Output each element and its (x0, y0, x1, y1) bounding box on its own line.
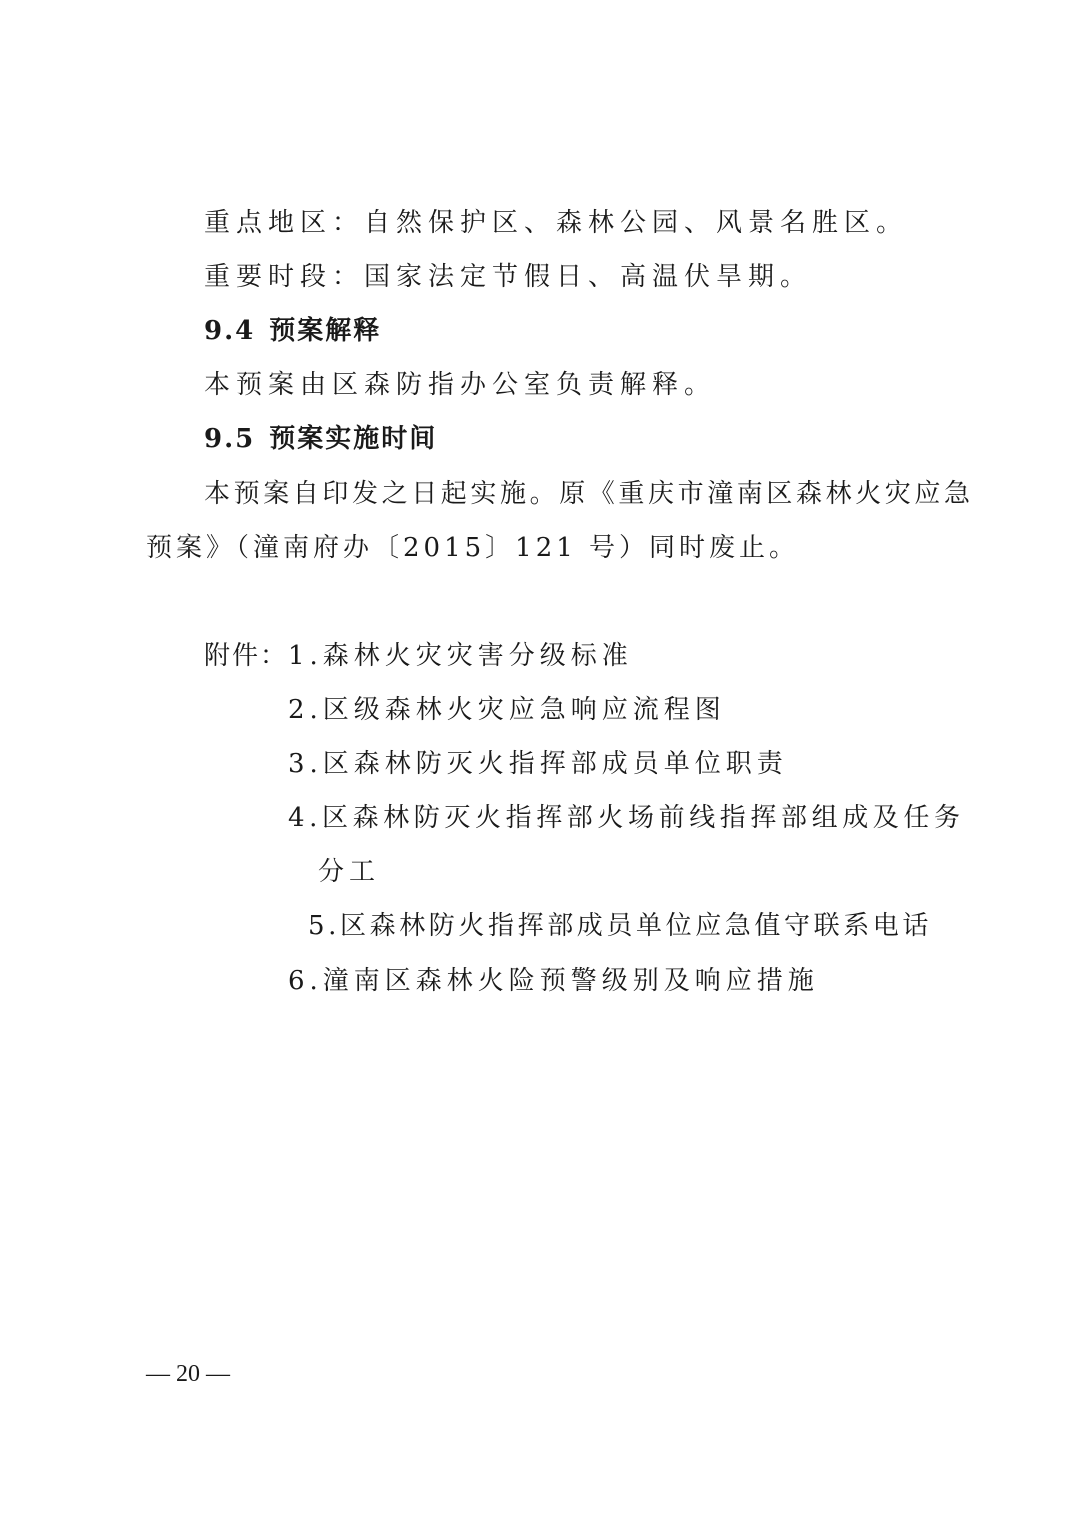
section-number: 9.5 (204, 424, 256, 454)
page-number: — 20 — (146, 1361, 230, 1387)
attachments-label: 附件： (204, 641, 289, 671)
attachment-item-5: 5.区森林防火指挥部成员单位应急值守联系电话 (308, 911, 933, 941)
attachment-item-4: 4.区森林防灭火指挥部火场前线指挥部组成及任务 (288, 803, 965, 833)
section-heading-9-5 (204, 426, 437, 452)
section-heading-9-4 (204, 318, 381, 344)
effective-paragraph-line-1: 本预案自印发之日起实施。原《重庆市潼南区森林火灾应急 (204, 479, 974, 509)
attachment-item-6: 6.潼南区森林火险预警级别及响应措施 (288, 966, 819, 996)
section-title: 预案解释 (269, 316, 382, 346)
key-periods-paragraph: 重要时段：国家法定节假日、高温伏旱期。 (204, 262, 813, 292)
attachment-item-2: 2.区级森林火灾应急响应流程图 (288, 695, 726, 725)
attachment-item-4-continuation: 分工 (318, 857, 381, 887)
section-title: 预案实施时间 (269, 424, 438, 454)
interpretation-paragraph: 本预案由区森防指办公室负责解释。 (204, 370, 717, 400)
attachment-item-1: 1.森林火灾灾害分级标准 (288, 641, 633, 671)
key-areas-paragraph: 重点地区：自然保护区、森林公园、风景名胜区。 (204, 208, 909, 238)
attachment-item-3: 3.区森林防灭火指挥部成员单位职责 (288, 749, 788, 779)
section-number: 9.4 (204, 316, 256, 346)
effective-paragraph-line-2: 预案》（潼南府办〔2015〕121 号）同时废止。 (146, 533, 800, 563)
